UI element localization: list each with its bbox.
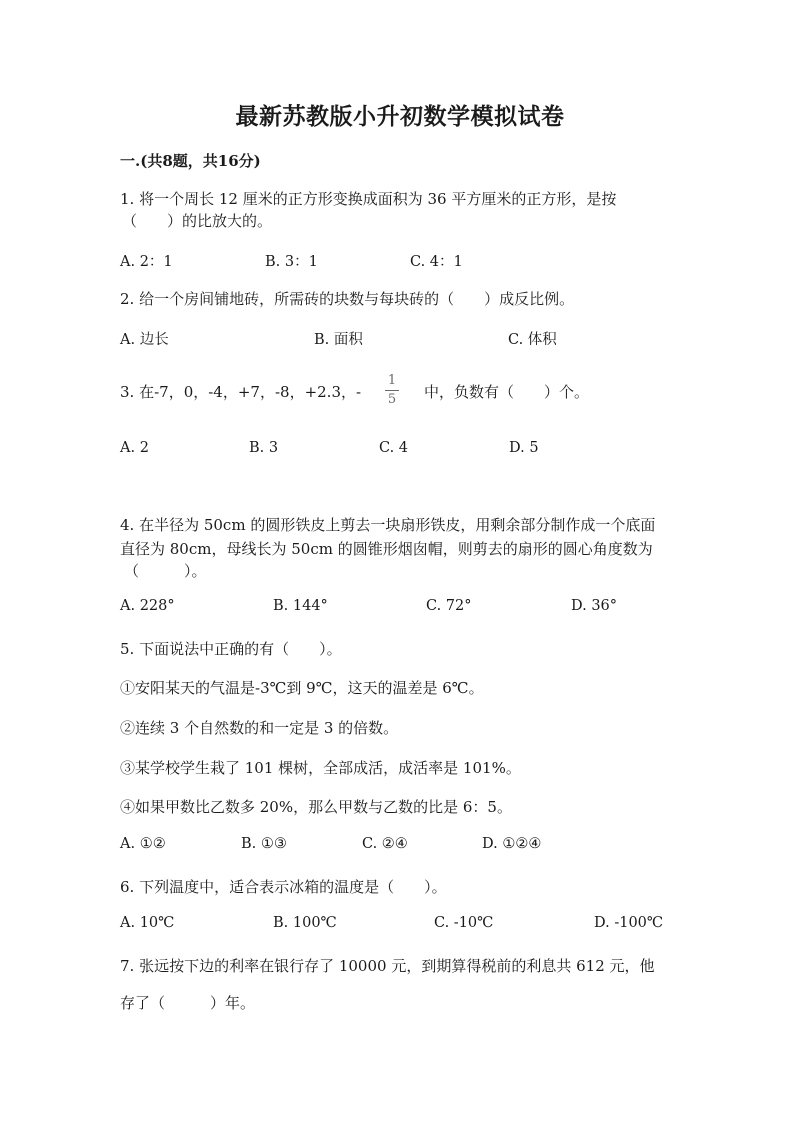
option-b: B. 100℃: [273, 915, 337, 931]
fraction: [383, 373, 401, 408]
fraction-bar: [385, 390, 399, 391]
option-c: C. 4: [379, 440, 409, 456]
question-text: 直径为 80cm，母线长为 50cm 的圆锥形烟囱帽，则剪去的扇形的圆心角度数为: [120, 540, 653, 558]
option-c: C. 72°: [426, 598, 472, 614]
question-text: （ ）的比放大的。: [122, 212, 273, 230]
question-text: 存了（ ）年。: [120, 994, 256, 1012]
statement-1: ①安阳某天的气温是-3℃到 9℃，这天的温差是 6℃。: [120, 679, 484, 697]
question-text: 3. 在-7，0，-4，+7，-8，+2.3，-: [120, 383, 362, 401]
option-d: D. 36°: [571, 598, 618, 614]
option-a: A. ①②: [120, 836, 166, 852]
question-text: 7. 张远按下边的利率在银行存了 10000 元，到期算得税前的利息共 612 元，他: [120, 957, 655, 975]
option-a: A. 10℃: [120, 915, 175, 931]
question-text: 中，负数有（ ）个。: [424, 383, 590, 401]
statement-3: ③某学校学生栽了 101 棵树，全部成活，成活率是 101%。: [120, 759, 521, 777]
option-b: B. ①③: [241, 836, 287, 852]
option-a: A. 2：1: [120, 254, 173, 270]
question-text: 6. 下列温度中，适合表示冰箱的温度是（ ）。: [120, 878, 447, 896]
option-b: B. 3: [249, 440, 279, 456]
option-c: C. -10℃: [434, 915, 494, 931]
option-a: A. 2: [120, 440, 149, 456]
option-b: B. 面积: [314, 332, 363, 348]
question-text: 4. 在半径为 50cm 的圆形铁皮上剪去一块扇形铁皮，用剩余部分制作成一个底面: [120, 516, 656, 534]
fraction-numerator: 1: [387, 373, 397, 388]
option-d: D. -100℃: [594, 915, 664, 931]
page-title: 最新苏教版小升初数学模拟试卷: [235, 103, 565, 130]
option-b: B. 3：1: [265, 254, 318, 270]
statement-4: ④如果甲数比乙数多 20%，那么甲数与乙数的比是 6：5。: [120, 798, 512, 816]
question-text: 5. 下面说法中正确的有（ ）。: [120, 640, 342, 658]
question-text: 2. 给一个房间铺地砖，所需砖的块数与每块砖的（ ）成反比例。: [120, 290, 575, 308]
question-text: 1. 将一个周长 12 厘米的正方形变换成面积为 36 平方厘米的正方形，是按: [120, 190, 617, 208]
question-text: （ ）。: [124, 562, 207, 580]
statement-2: ②连续 3 个自然数的和一定是 3 的倍数。: [120, 719, 399, 737]
option-c: C. 4：1: [410, 254, 463, 270]
option-d: D. ①②④: [482, 836, 542, 852]
fraction-denominator: 5: [387, 392, 397, 407]
option-a: A. 228°: [120, 598, 175, 614]
option-c: C. ②④: [362, 836, 408, 852]
option-c: C. 体积: [508, 332, 557, 348]
section-heading: 一.(共8题，共16分): [120, 152, 261, 170]
option-a: A. 边长: [120, 332, 169, 348]
option-d: D. 5: [509, 440, 539, 456]
option-b: B. 144°: [273, 598, 328, 614]
